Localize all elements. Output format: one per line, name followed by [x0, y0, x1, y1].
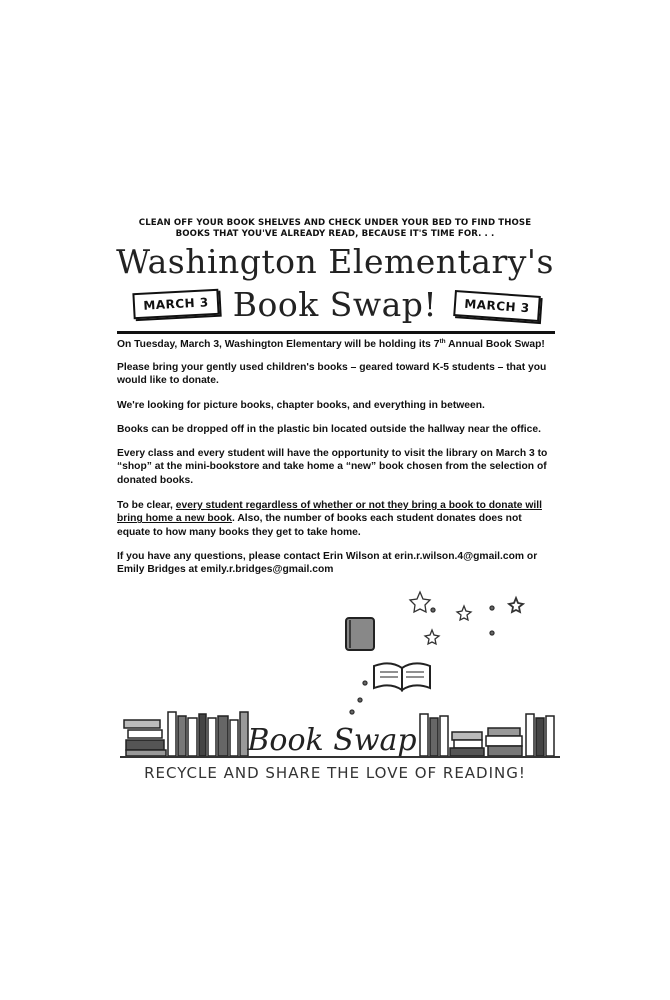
bookshelf-left-icon [124, 712, 248, 756]
tagline: RECYCLE AND SHARE THE LOVE OF READING! [144, 764, 526, 782]
paragraph-announcement [117, 338, 557, 351]
paragraph-clarification [117, 499, 557, 539]
announcement-text: On Tuesday, March 3, Washington Elementary will be holding its 7 [117, 339, 440, 350]
paragraph-drop-off: Books can be dropped off in the plastic bin located outside the hallway near the office. [117, 424, 541, 435]
stars-decoration [350, 592, 523, 714]
title-school-name: Washington Elementary's [116, 242, 554, 281]
clarification-lead: To be clear, [117, 500, 176, 511]
bookshelf-right-icon [420, 714, 554, 756]
divider-rule [117, 331, 555, 334]
date-stamp-right: MARCH 3 [453, 290, 541, 322]
title-book-swap: Book Swap! [232, 285, 438, 324]
ordinal-suffix: th [439, 338, 446, 345]
clarification-tail: . Also, the number of books each student donates does not equate to how many books they get to take home. [117, 513, 522, 538]
date-stamp-left: MARCH 3 [132, 289, 219, 319]
falling-book-icon [346, 618, 374, 650]
paragraph-library-visit: Every class and every student will have the opportunity to visit the library on March 3 to “shop” at the mini-bookstore and take home a “new” book chosen from the selection of donated books. [117, 448, 548, 486]
announcement-text-end: Annual Book Swap! [445, 339, 545, 350]
paragraph-book-types: We're looking for picture books, chapter books, and everything in between. [117, 400, 485, 411]
book-swap-script-text: Book Swap [247, 723, 417, 758]
open-book-icon [374, 663, 430, 690]
clarification-emphasis: every student regardless of whether or not they bring a book to donate will bring home a new book [117, 500, 542, 525]
paragraph-donate: Please bring your gently used children's books – geared toward K-5 students – that you would like to donate. [117, 362, 547, 387]
intro-line: CLEAN OFF YOUR BOOK SHELVES AND CHECK UNDER YOUR BED TO FIND THOSE BOOKS THAT YOU'VE ALREADY READ, BECAUSE IT'S TIME FOR. . . [138, 218, 532, 239]
book-swap-illustration [120, 578, 560, 768]
paragraph-contact: If you have any questions, please contact Erin Wilson at erin.r.wilson.4@gmail.com or Emily Bridges at emily.r.bridges@gmail.com [117, 551, 538, 576]
